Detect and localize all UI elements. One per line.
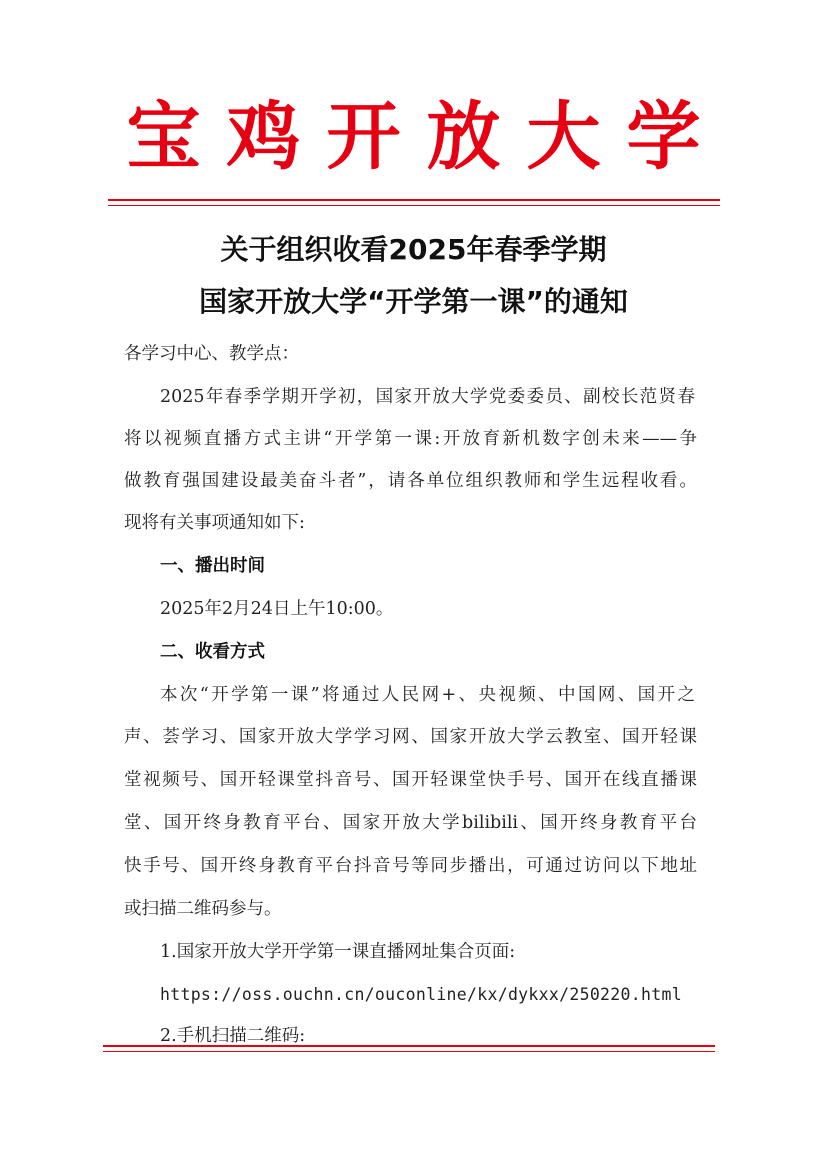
intro-line-4: 现将有关事项通知如下: [124,513,305,533]
intro-line-3: 做教育强国建设最美奋斗者”，请各单位组织教师和学生远程收看。 [124,471,697,491]
section2-body-line-5: 快手号、国开终身教育平台抖音号等同步播出，可通过访问以下地址 [124,856,697,876]
section2-heading: 二、收看方式 [160,642,265,662]
item1-url[interactable]: https://oss.ouchn.cn/ouconline/kx/dykxx/250220.html [160,985,682,1004]
section1-heading: 一、播出时间 [160,556,265,576]
section2-body-line-3: 堂视频号、国开轻课堂抖音号、国开轻课堂快手号、国开在线直播课 [124,770,697,790]
letterhead-org-name: 宝鸡开放大学 [126,94,727,180]
notice-title-line2: 国家开放大学“开学第一课”的通知 [199,285,628,318]
footer-rule-thin [103,1051,715,1052]
letterhead-rule-thick [108,199,720,201]
section1-body: 2025年2月24日上午10:00。 [160,599,394,619]
section2-body-line-1: 本次“开学第一课”将通过人民网+、央视频、中国网、国开之 [160,685,695,705]
intro-line-2: 将以视频直播方式主讲“开学第一课:开放育新机数字创未来——争 [124,429,697,449]
letterhead-rule-thin [108,205,720,206]
notice-title-line1: 关于组织收看2025年春季学期 [220,233,607,266]
section2-body-line-2: 声、荟学习、国家开放大学学习网、国家开放大学云教室、国开轻课 [124,727,697,747]
section2-body-line-4: 堂、国开终身教育平台、国家开放大学bilibili、国开终身教育平台 [124,813,697,833]
footer-rule-thick [103,1045,715,1047]
intro-line-1: 2025年春季学期开学初，国家开放大学党委委员、副校长范贤春 [160,387,695,407]
section2-body-line-6: 或扫描二维码参与。 [124,899,282,919]
item1-label: 1.国家开放大学开学第一课直播网址集合页面: [160,942,516,962]
item2-label: 2.手机扫描二维码: [160,1026,306,1046]
salutation: 各学习中心、教学点： [124,344,299,364]
